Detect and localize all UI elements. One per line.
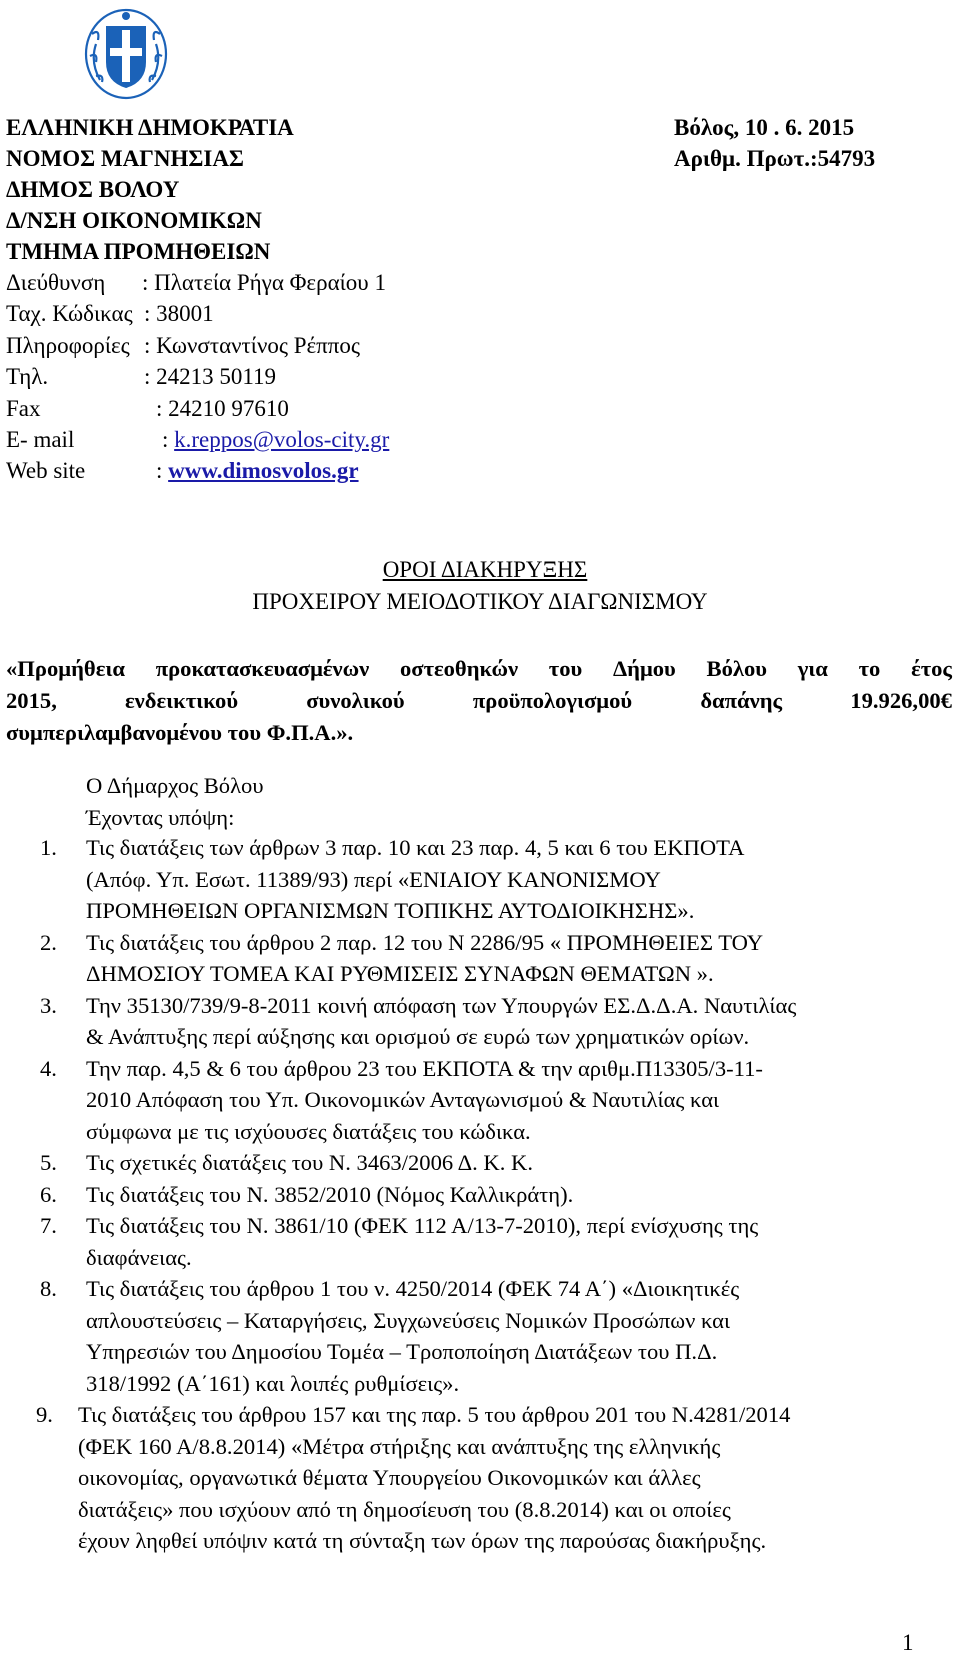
website-link[interactable]: www.dimosvolos.gr [168,458,359,484]
address-label: Διεύθυνση [6,270,106,295]
item-number: 1. [40,835,57,860]
item-text-line: Τις διατάξεις του Ν. 3852/2010 (Νόμος Καλλικράτη). [86,1181,574,1207]
item-text-line: (ΦΕΚ 160 Α/8.8.2014) «Μέτρα στήριξης και ανάπτυξης της ελληνικής [78,1433,721,1459]
item-text-line: Τις διατάξεις του άρθρου 2 παρ. 12 του Ν 2286/95 « ΠΡΟΜΗΘΕΙΕΣ ΤΟΥ [86,929,764,955]
postal-row [6,298,566,329]
item-text-line: σύμφωνα με τις ισχύουσες διατάξεις του κώδικα. [86,1118,531,1144]
item-text-line: έχουν ληφθεί υπόψιν κατά τη σύνταξη των όρων της παρούσας διακήρυξης. [78,1528,767,1553]
consideration-item [0,1273,960,1399]
sender-block [6,112,566,487]
item-text-line: Τις διατάξεις των άρθρων 3 παρ. 10 και 23 παρ. 4, 5 και 6 του ΕΚΠΟΤΑ [86,835,745,860]
subject-word: 19.926,00€ [850,688,952,713]
info-label: Πληροφορίες [6,332,130,358]
item-number: 7. [40,1213,57,1238]
protocol-number: Αριθμ. Πρωτ.:54793 [674,146,876,171]
subject-word: Βόλου [706,656,767,681]
item-text-line: Υπηρεσιών του Δημοσίου Τομέα – Τροποποίηση Διατάξεων του Π.Δ. [86,1339,718,1364]
subject-word: προϋπολογισμού [472,688,633,713]
subject-line-1 [6,653,952,685]
item-text-line: ΠΡΟΜΗΘΕΙΩΝ ΟΡΓΑΝΙΣΜΩΝ ΤΟΠΙΚΗΣ ΑΥΤΟΔΙΟΙΚΗΣΗΣ». [86,898,695,923]
page-number: 1 [902,1630,914,1655]
web-prefix: : [156,458,169,484]
info-row [6,330,566,361]
org-line: Δ/ΝΣΗ ΟΙΚΟΝΟΜΙΚΩΝ [6,208,262,233]
consideration-item [0,1147,960,1179]
item-number: 9. [36,1402,53,1427]
consideration-item [0,990,960,1053]
subject-word: του [548,656,583,681]
subject-word: δαπάνης [700,688,783,713]
document-title [0,554,960,618]
email-label: E- mail [6,426,75,452]
org-line: ΝΟΜΟΣ ΜΑΓΝΗΣΙΑΣ [6,146,244,171]
item-text-line: Την 35130/739/9-8-2011 κοινή απόφαση των Υπουργών ΕΣ.Δ.Δ.Α. Ναυτιλίας [86,992,797,1018]
mayor-line: Ο Δήμαρχος Βόλου [86,773,264,798]
address-value: : Πλατεία Ρήγα Φεραίου 1 [142,270,386,295]
subject-word: έτος [911,656,952,681]
postal-value: : 38001 [144,301,214,327]
postal-label: Ταχ. Κώδικας [6,301,133,327]
item-text-line: Τις διατάξεις του άρθρου 1 του ν. 4250/2014 (ΦΕΚ 74 Α΄) «Διοικητικές [86,1276,740,1301]
subject-word: «Προμήθεια [6,656,125,681]
hellenic-republic-emblem [82,4,170,102]
item-text-line: διαφάνειας. [86,1244,192,1270]
fax-row [6,393,566,424]
info-value: : Κωνσταντίνος Ρέππος [144,332,360,358]
item-number: 5. [40,1150,57,1175]
web-label: Web site [6,458,86,484]
tel-row [6,361,566,392]
subject-line-3: συμπεριλαμβανομένου του Φ.Π.Α.». [6,720,354,745]
item-text-line: Τις σχετικές διατάξεις του Ν. 3463/2006 Δ. Κ. Κ. [86,1150,533,1175]
subject-word: Δήμου [612,656,676,681]
item-number: 3. [40,992,57,1018]
fax-value: : 24210 97610 [156,395,289,421]
subject-paragraph [6,653,952,749]
subject-word: προκατασκευασμένων [155,656,370,681]
fax-label: Fax [6,395,41,421]
subject-word: 2015, [6,688,57,713]
email-link[interactable]: k.reppos@volos-city.gr [174,426,390,452]
email-prefix: : [162,426,175,452]
subject-word: για [797,656,828,681]
org-line: ΔΗΜΟΣ ΒΟΛΟΥ [6,177,180,202]
item-text-line: απλουστεύσεις – Καταργήσεις, Συγχωνεύσεις Νομικών Προσώπων και [86,1307,731,1333]
consideration-item [0,927,960,990]
tel-label: Τηλ. [6,364,49,390]
place-date: Βόλος, 10 . 6. 2015 [674,115,855,140]
item-number: 2. [40,929,57,955]
address-row [6,267,566,298]
email-row [6,424,566,455]
consideration-item [0,1399,960,1557]
considering-line: Έχοντας υπόψη: [86,805,235,830]
considerations-list [0,832,960,1557]
subject-word: συνολικού [306,688,405,713]
item-number: 6. [40,1181,57,1207]
item-text-line: 318/1992 (Α΄161) και λοιπές ρυθμίσεις». [86,1370,460,1396]
item-text-line: (Απόφ. Υπ. Εσωτ. 11389/93) περί «ΕΝΙΑΙΟΥ ΚΑΝΟΝΙΣΜΟΥ [86,866,661,892]
org-line: ΤΜΗΜΑ ΠΡΟΜΗΘΕΙΩΝ [6,239,271,264]
title-line-1: ΟΡΟΙ ΔΙΑΚΗΡΥΞΗΣ [382,557,588,582]
subject-line-2 [6,685,952,717]
item-text-line: Τις διατάξεις του άρθρου 157 και της παρ. 5 του άρθρου 201 του Ν.4281/2014 [78,1402,791,1427]
item-text-line: διατάξεις» που ισχύουν από τη δημοσίευση του (8.8.2014) και οι οποίες [78,1496,731,1522]
item-text-line: Την παρ. 4,5 & 6 του άρθρου 23 του ΕΚΠΟΤΑ & την αριθμ.Π13305/3-11- [86,1055,763,1081]
consideration-item [0,832,960,927]
item-text-line: Τις διατάξεις του Ν. 3861/10 (ΦΕΚ 112 Α/13-7-2010), περί ενίσχυσης της [86,1213,759,1238]
web-row [6,455,566,486]
item-text-line: & Ανάπτυξης περί αύξησης και ορισμού σε ευρώ των χρηματικών ορίων. [86,1024,750,1049]
consideration-item [0,1179,960,1211]
item-number: 4. [40,1055,57,1081]
subject-word: οστεοθηκών [399,656,519,681]
title-line-2: ΠΡΟΧΕΙΡΟΥ ΜΕΙΟΔΟΤΙΚΟΥ ΔΙΑΓΩΝΙΣΜΟΥ [252,589,708,614]
date-protocol-block [674,112,960,174]
item-text-line: 2010 Απόφαση του Υπ. Οικονομικών Ανταγωνισμού & Ναυτιλίας και [86,1087,720,1112]
consideration-item [0,1210,960,1273]
subject-word: ενδεικτικού [125,688,239,713]
consideration-item [0,1053,960,1148]
item-number: 8. [40,1276,57,1301]
tel-value: : 24213 50119 [144,364,277,390]
item-text-line: ΔΗΜΟΣΙΟΥ ΤΟΜΕΑ ΚΑΙ ΡΥΘΜΙΣΕΙΣ ΣΥΝΑΦΩΝ ΘΕΜΑΤΩΝ ». [86,961,714,986]
mayor-block [86,770,264,834]
org-line: ΕΛΛΗΝΙΚΗ ΔΗΜΟΚΡΑΤΙΑ [6,115,294,140]
subject-word: το [858,656,881,681]
item-text-line: οικονομίας, οργανωτικά θέματα Υπουργείου Οικονομικών και άλλες [78,1465,701,1490]
